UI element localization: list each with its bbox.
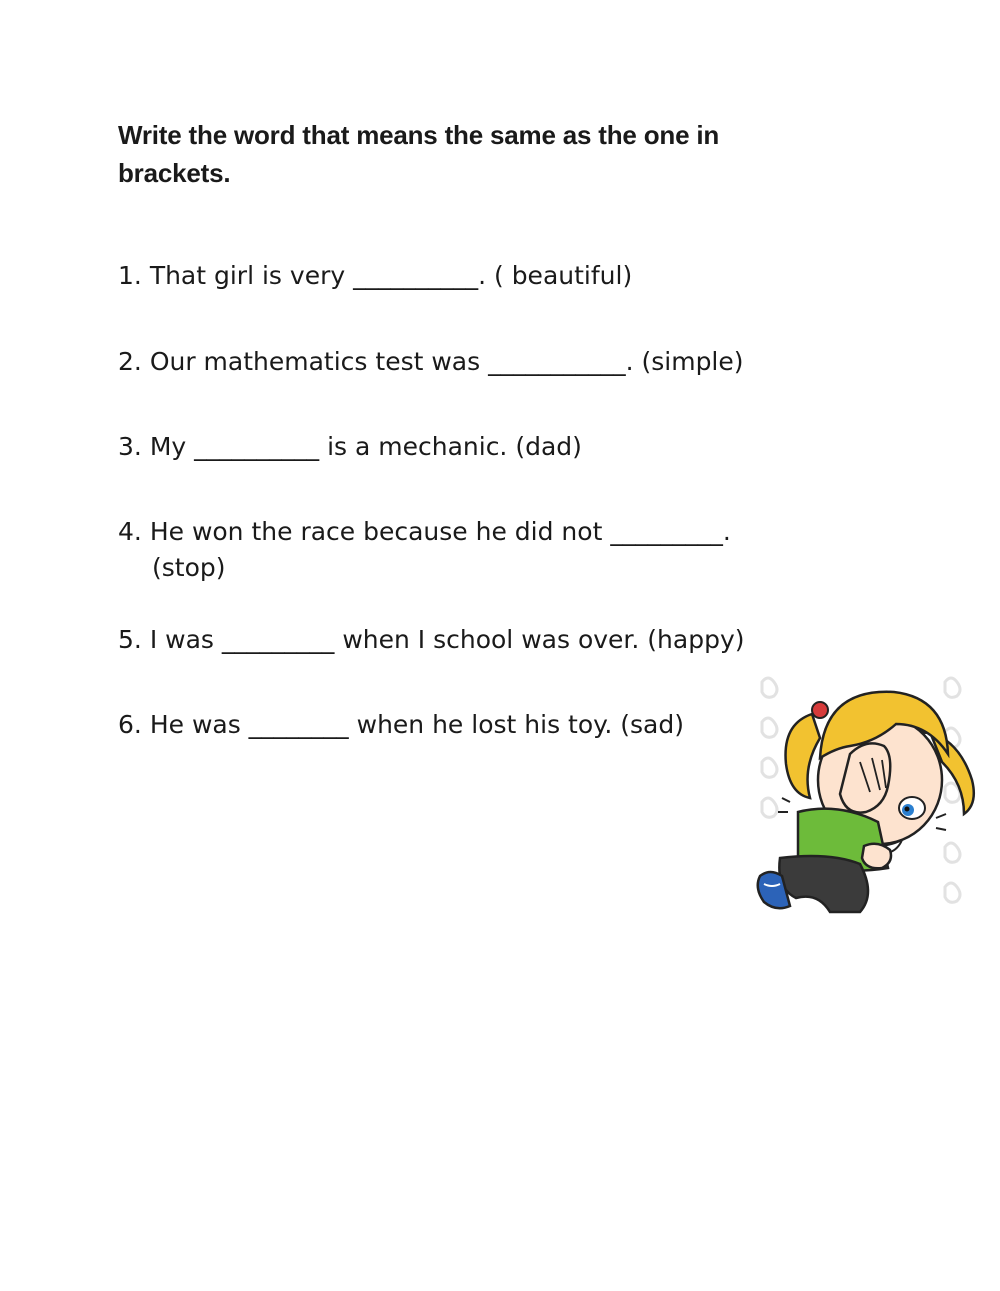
crying-girl-icon (740, 662, 990, 924)
question-text: Our mathematics test was ___________. (simple) (149, 347, 744, 376)
question-number: 5. (118, 625, 142, 654)
question-4 (118, 514, 858, 586)
question-number: 2. (118, 347, 142, 376)
question-1 (118, 258, 858, 294)
question-number: 4. (118, 517, 142, 546)
question-text: He won the race because he did not _________. (149, 517, 731, 546)
question-number: 1. (118, 261, 142, 290)
question-3 (118, 429, 858, 465)
question-text: I was _________ when I school was over. (happy) (149, 625, 745, 654)
instructions: Write the word that means the same as the one in brackets. (118, 120, 720, 188)
question-2 (118, 344, 858, 380)
question-text: That girl is very __________. ( beautiful) (149, 261, 633, 290)
question-text: He was ________ when he lost his toy. (sad) (149, 710, 684, 739)
question-text: My __________ is a mechanic. (dad) (149, 432, 582, 461)
crying-girl-illustration (740, 662, 990, 924)
question-number: 3. (118, 432, 142, 461)
question-continuation: (stop) (152, 553, 226, 582)
question-5 (118, 622, 858, 658)
question-number: 6. (118, 710, 142, 739)
